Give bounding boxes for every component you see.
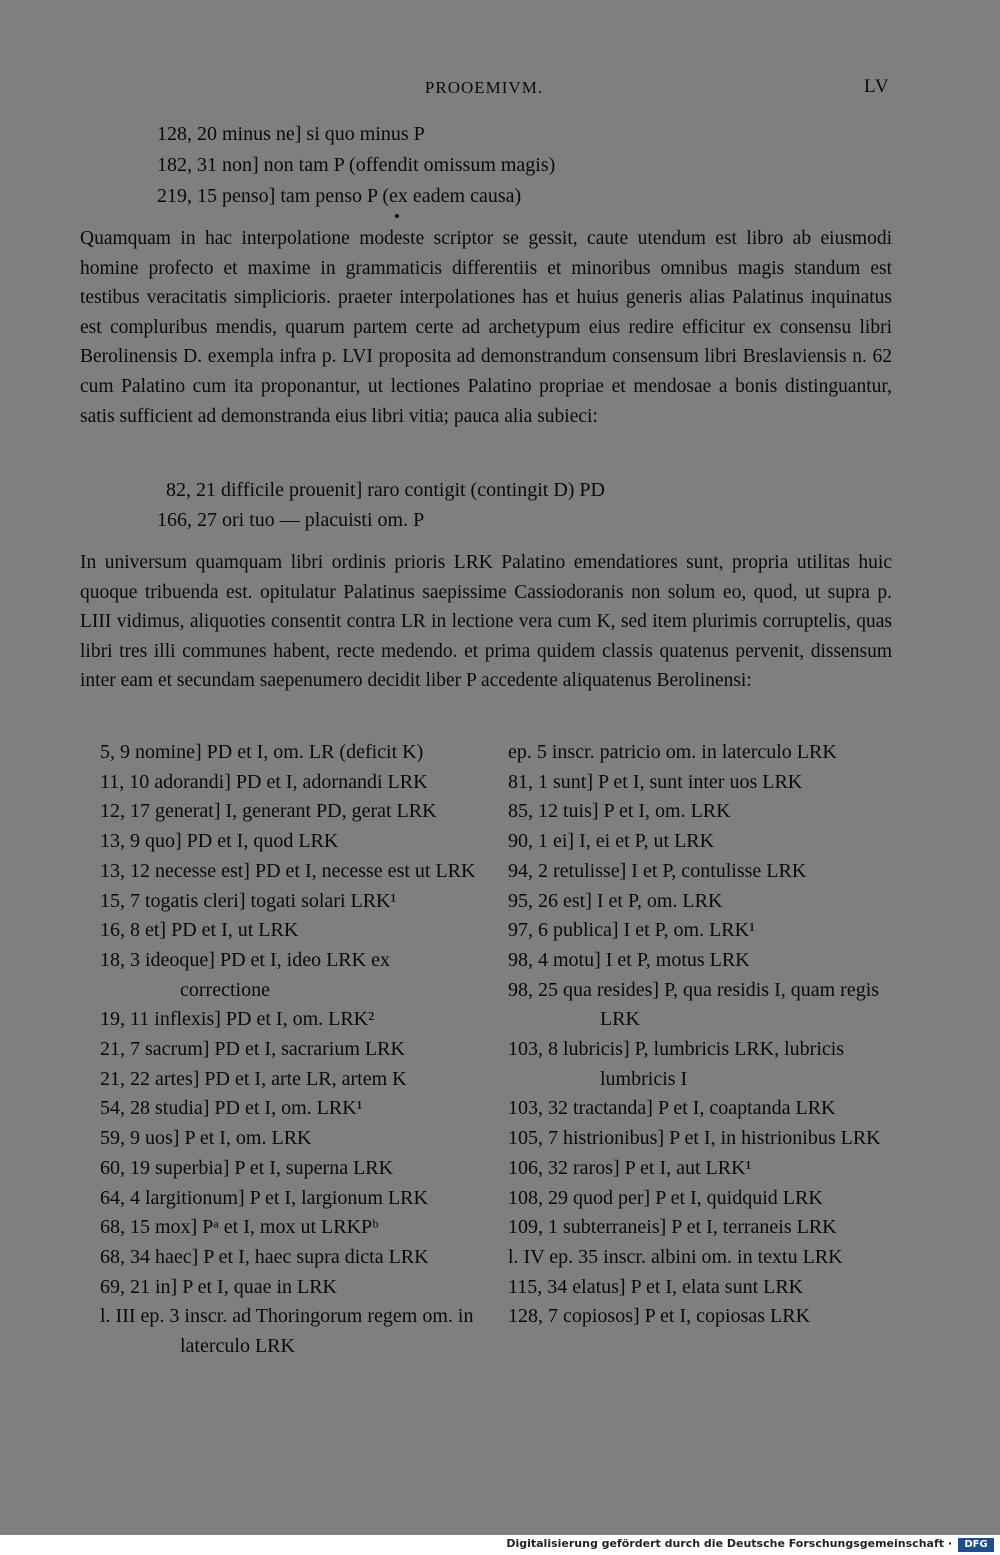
list-item: 108, 29 quod per] P et I, quidquid LRK — [508, 1186, 823, 1209]
list-item: 85, 12 tuis] P et I, om. LRK — [508, 800, 731, 823]
list-item: 18, 3 ideoque] PD et I, ideo LRK ex correctione — [100, 948, 390, 1001]
apparatus-line: 219, 15 penso] tam penso P (ex eadem causa) — [157, 185, 522, 207]
running-header: PROOEMIVM. — [424, 78, 544, 97]
body-paragraph: Quamquam in hac interpolatione modeste scriptor se gessit, caute utendum est libro ab eiusmodi homine profecto et maxime in grammaticis differentiis et minoribus omnibus magis standum est testibus veracitatis simplicioris. praeter interpolationes has et huius generis alias Palatinus inquinatus est compluribus mendis, quarum partem certe ad archetypum eius redire efficitur ex consensu libri Berolinensis D. exempla infra p. LVI proposita ad demonstrandum consensum libri Breslaviensis n. 62 cum Palatino cum ita proponantur, ut lectiones Palatino propriae et mendosae a bonis distinguantur, satis sufficient ad demonstranda eius libri vitia; pauca alia subieci: — [80, 228, 892, 427]
list-item: 105, 7 histrionibus] P et I, in histrionibus LRK — [508, 1127, 881, 1150]
list-item: 21, 22 artes] PD et I, arte LR, artem K — [100, 1067, 407, 1090]
list-item: 54, 28 studia] PD et I, om. LRK¹ — [100, 1097, 363, 1120]
list-item: 21, 7 sacrum] PD et I, sacrarium LRK — [100, 1038, 405, 1061]
list-item: 98, 25 qua resides] P, qua residis I, quam regis LRK — [508, 978, 880, 1031]
ink-dot — [395, 214, 399, 218]
list-item: ep. 5 inscr. patricio om. in laterculo LRK — [508, 741, 837, 763]
list-item: 81, 1 sunt] P et I, sunt inter uos LRK — [508, 770, 803, 793]
list-item: l. IV ep. 35 inscr. albini om. in textu LRK — [508, 1245, 843, 1268]
list-item: 68, 34 haec] P et I, haec supra dicta LRK — [100, 1245, 429, 1268]
list-item: 103, 32 tractanda] P et I, coaptanda LRK — [508, 1097, 836, 1120]
apparatus-line: 128, 20 minus ne] si quo minus P — [157, 123, 425, 145]
list-item: 64, 4 largitionum] P et I, largionum LRK — [100, 1186, 428, 1209]
apparatus-line: 166, 27 ori tuo — placuisti om. P — [157, 509, 425, 531]
footer-bar — [0, 1535, 1000, 1555]
apparatus-line: 182, 31 non] non tam P (offendit omissum magis) — [157, 154, 556, 176]
list-item: 109, 1 subterraneis] P et I, terraneis LRK — [508, 1216, 837, 1239]
list-item: 13, 9 quo] PD et I, quod LRK — [100, 830, 339, 853]
list-item: 103, 8 lubricis] P, lumbricis LRK, lubricis lumbricis I — [508, 1038, 845, 1090]
list-item: 94, 2 retulisse] I et P, contulisse LRK — [508, 859, 807, 882]
list-item: 69, 21 in] P et I, quae in LRK — [100, 1275, 338, 1298]
list-item: l. III ep. 3 inscr. ad Thoringorum regem om. in laterculo LRK — [100, 1305, 474, 1358]
page-number: LV — [864, 76, 890, 97]
dfg-logo-icon: DFG — [958, 1538, 994, 1552]
list-item: 12, 17 generat] I, generant PD, gerat LRK — [100, 800, 437, 823]
list-item: 128, 7 copiosos] P et I, copiosas LRK — [508, 1305, 811, 1328]
list-item: 13, 12 necesse est] PD et I, necesse est ut LRK — [100, 859, 476, 882]
list-item: 19, 11 inflexis] PD et I, om. LRK² — [100, 1008, 375, 1031]
footer-credit: Digitalisierung gefördert durch die Deutsche Forschungsgemeinschaft · — [506, 1537, 952, 1550]
list-item: 16, 8 et] PD et I, ut LRK — [100, 919, 299, 942]
list-item: 68, 15 mox] Pᵃ et I, mox ut LRKPᵇ — [100, 1216, 379, 1239]
list-item: 106, 32 raros] P et I, aut LRK¹ — [508, 1156, 752, 1179]
list-item: 5, 9 nomine] PD et I, om. LR (deficit K) — [100, 741, 424, 763]
list-item: 60, 19 superbia] P et I, superna LRK — [100, 1156, 394, 1179]
list-item: 11, 10 adorandi] PD et I, adornandi LRK — [100, 770, 428, 793]
left-column — [100, 738, 480, 1362]
right-column — [508, 738, 896, 1332]
apparatus-line: 82, 21 difficile prouenit] raro contigit (contingit D) PD — [166, 479, 605, 501]
list-item: 97, 6 publica] I et P, om. LRK¹ — [508, 919, 756, 942]
list-item: 115, 34 elatus] P et I, elata sunt LRK — [508, 1275, 804, 1298]
list-item: 95, 26 est] I et P, om. LRK — [508, 889, 723, 912]
list-item: 90, 1 ei] I, ei et P, ut LRK — [508, 830, 715, 853]
list-item: 59, 9 uos] P et I, om. LRK — [100, 1127, 312, 1150]
body-paragraph: In universum quamquam libri ordinis prioris LRK Palatino emendatiores sunt, propria utilitas huic quoque tribuenda est. opitulatur Palatinus saepissime Cassiodoranis non solum eo, quod, ut supra p. LIII vidimus, aliquoties consentit contra LR in lectione vera cum K, sed item plurimis corruptelis, quas libri tres illi communes habent, recte medendo. et prima quidem classis quatenus pervenit, dissensum inter eam et secundam saepenumero decidit liber P accedente aliquatenus Berolinensi: — [80, 552, 892, 692]
list-item: 15, 7 togatis cleri] togati solari LRK¹ — [100, 889, 397, 912]
list-item: 98, 4 motu] I et P, motus LRK — [508, 948, 750, 971]
